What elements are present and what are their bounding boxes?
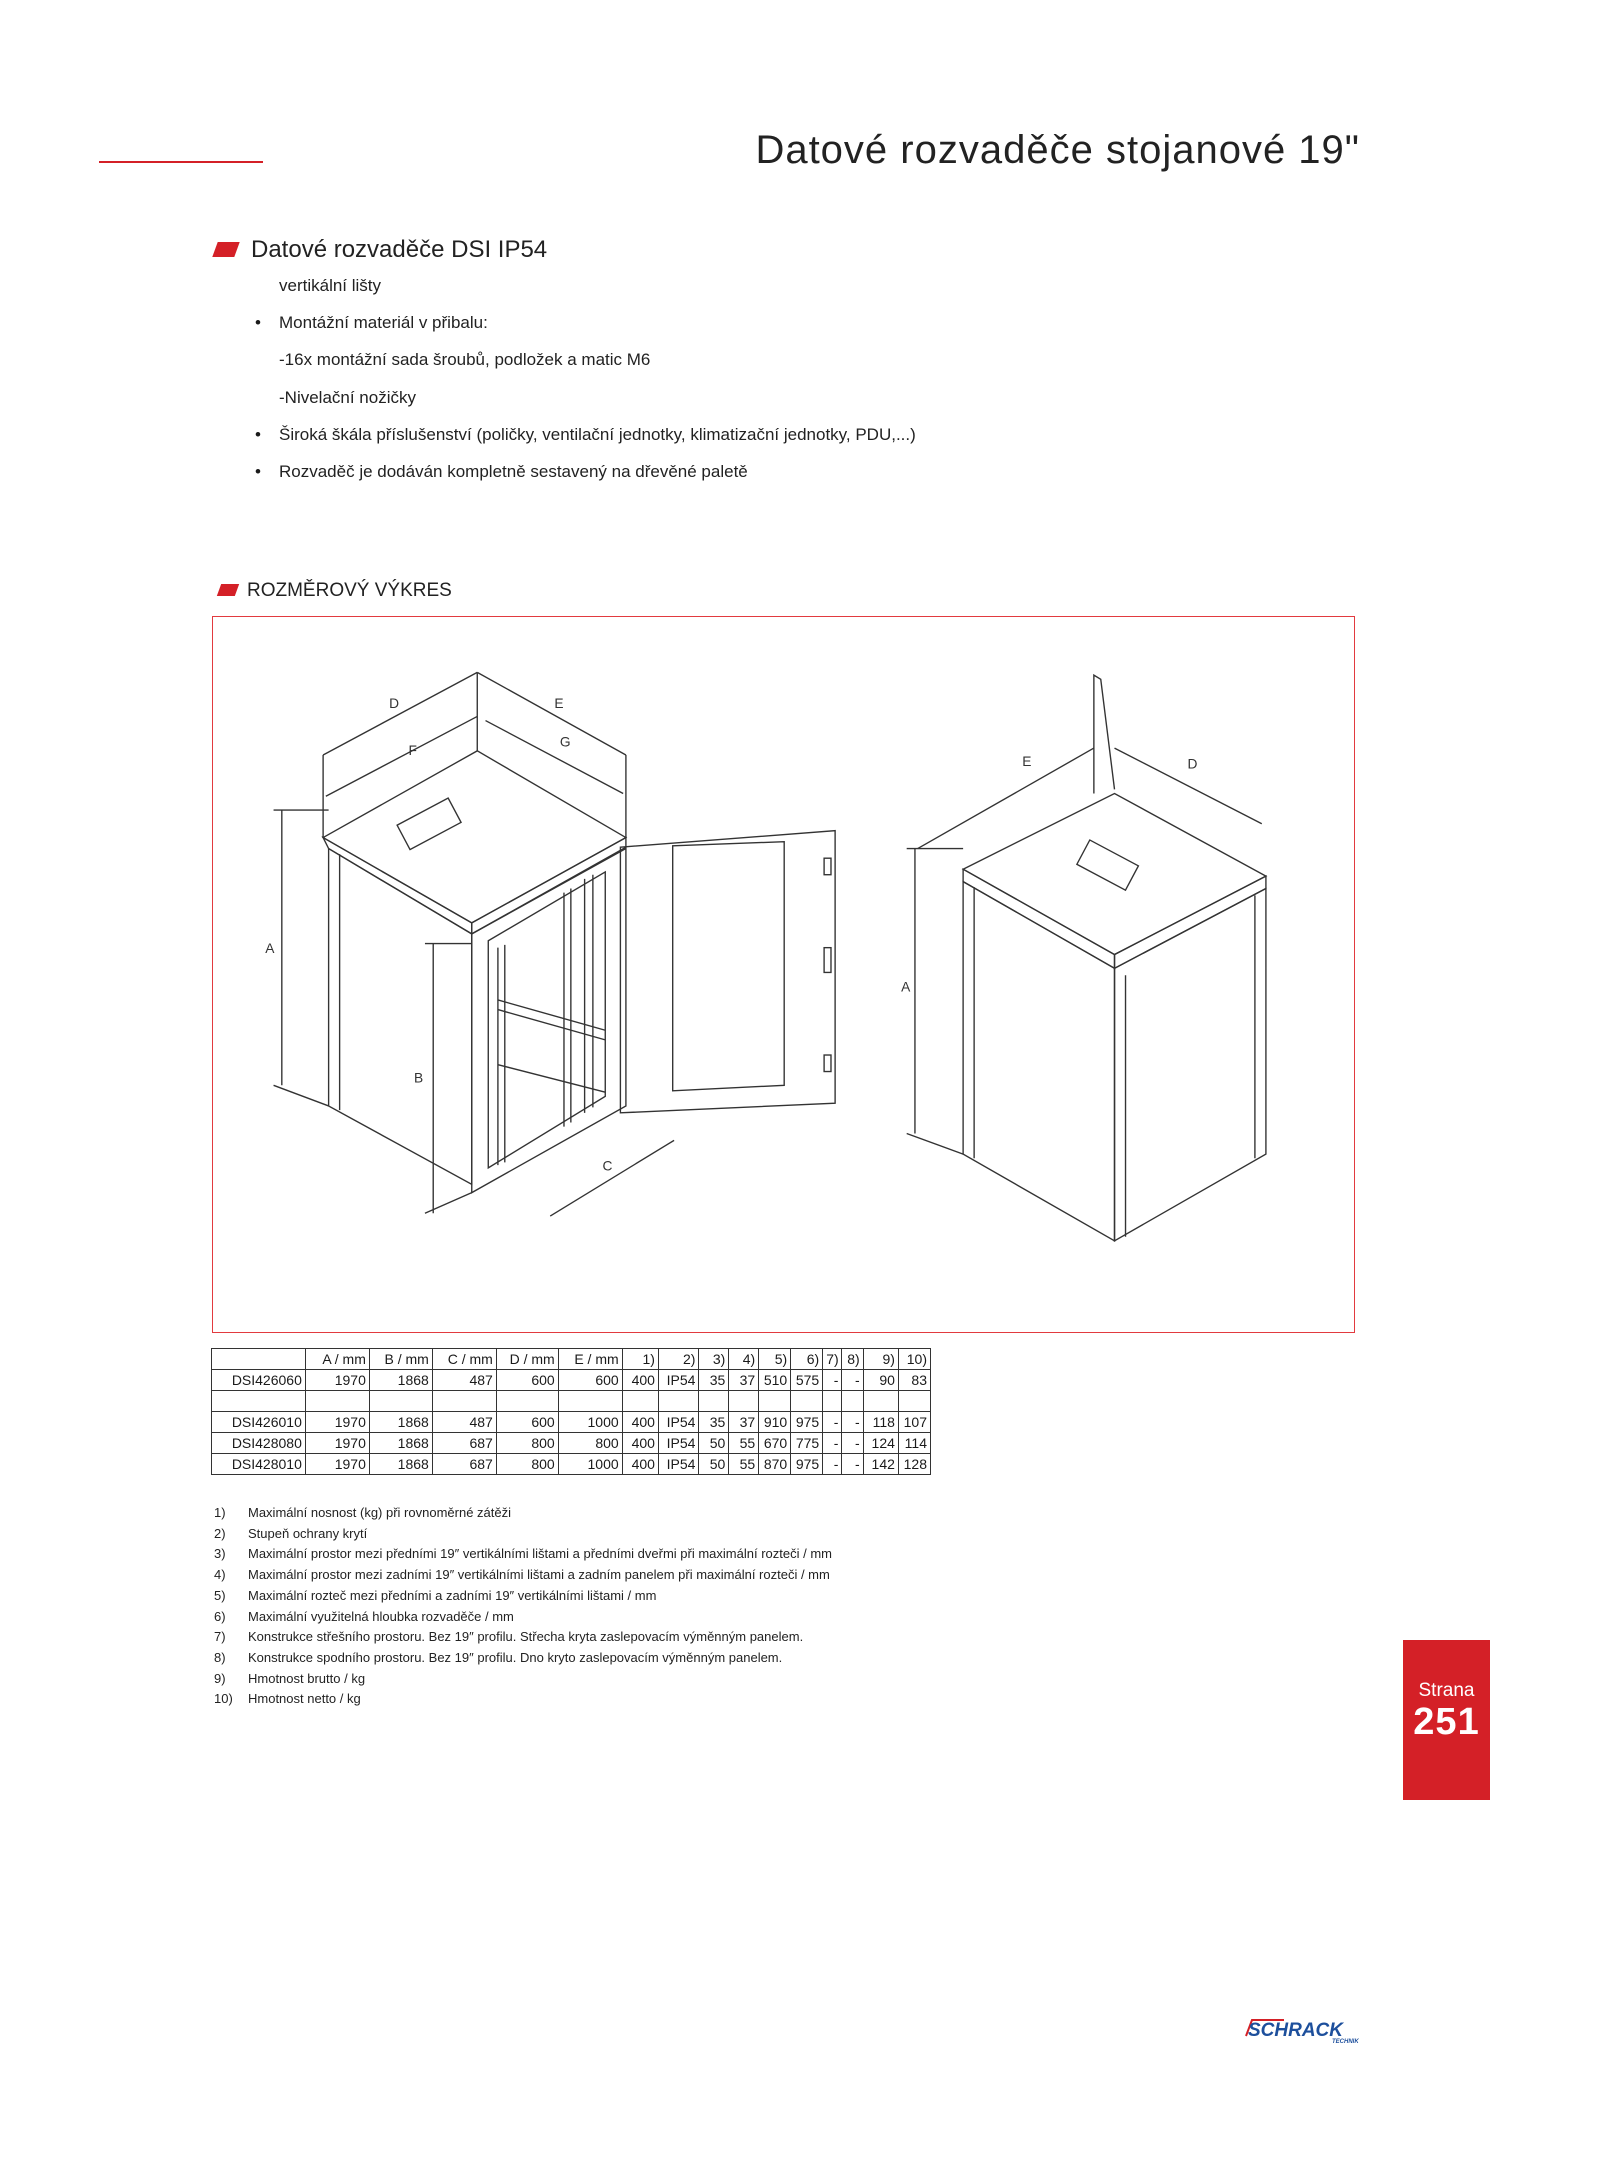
page-label: Strana [1418, 1680, 1475, 1701]
table-cell [791, 1391, 823, 1412]
closed-cabinet-illustration [907, 675, 1266, 1241]
table-cell: 37 [729, 1370, 759, 1391]
footnote-text: Hmotnost netto / kg [248, 1691, 361, 1707]
bullet-icon: • [255, 313, 261, 333]
table-cell: - [823, 1412, 842, 1433]
page-badge [1403, 1640, 1490, 1800]
table-cell: 1970 [305, 1454, 369, 1475]
table-cell: DSI426060 [212, 1370, 306, 1391]
footnote-number: 5) [214, 1587, 226, 1603]
bullet-icon: • [255, 424, 261, 444]
table-cell: 400 [622, 1412, 658, 1433]
dim-label-e-right: E [1022, 753, 1032, 769]
table-cell: 1970 [305, 1370, 369, 1391]
table-cell: 775 [791, 1433, 823, 1454]
footnote [214, 1505, 511, 1520]
section-title: Datové rozvaděče DSI IP54 [251, 236, 548, 263]
table-cell: 90 [863, 1370, 898, 1391]
footnote-number: 4) [214, 1567, 226, 1583]
table-header-row [212, 1349, 931, 1370]
table-cell: 910 [759, 1412, 791, 1433]
table-cell [496, 1391, 558, 1412]
table-cell [212, 1391, 306, 1412]
table-cell: 1868 [369, 1370, 432, 1391]
spec-table [211, 1348, 931, 1475]
svg-text:TECHNIK: TECHNIK [1332, 2039, 1359, 2045]
table-cell: 114 [898, 1433, 930, 1454]
table-cell: 2) [658, 1349, 699, 1370]
table-cell: 1) [622, 1349, 658, 1370]
footnote-number: 7) [214, 1629, 226, 1645]
footnote-text: Maximální využitelná hloubka rozvaděče / mm [248, 1608, 514, 1624]
table-cell: 55 [729, 1433, 759, 1454]
table-cell: 10) [898, 1349, 930, 1370]
footnote [214, 1671, 365, 1686]
table-cell: 487 [432, 1412, 496, 1433]
table-cell: 35 [699, 1412, 729, 1433]
table-cell: - [842, 1370, 863, 1391]
feature-line: -16x montážní sada šroubů, podložek a matic M6 [279, 350, 651, 370]
schrack-logo [1238, 2012, 1366, 2046]
svg-text:SCHRACK: SCHRACK [1248, 2020, 1343, 2041]
table-cell: 3) [699, 1349, 729, 1370]
table-cell [842, 1391, 863, 1412]
dim-label-d-right: D [1187, 756, 1198, 772]
table-cell: 400 [622, 1370, 658, 1391]
table-cell: 8) [842, 1349, 863, 1370]
page-number: 251 [1413, 1701, 1480, 1743]
table-cell: 800 [496, 1454, 558, 1475]
dim-label-a-right: A [901, 979, 911, 995]
drawing-marker-icon [217, 584, 239, 596]
footnote-text: Stupeň ochrany krytí [248, 1525, 368, 1541]
table-cell: A / mm [305, 1349, 369, 1370]
table-cell: 118 [863, 1412, 898, 1433]
table-cell: 600 [496, 1370, 558, 1391]
table-cell: 1970 [305, 1412, 369, 1433]
footnote-number: 2) [214, 1525, 226, 1541]
table-cell: IP54 [658, 1370, 699, 1391]
table-cell: 487 [432, 1370, 496, 1391]
bullet-icon: • [255, 462, 261, 481]
table-cell: 1868 [369, 1454, 432, 1475]
table-cell: B / mm [369, 1349, 432, 1370]
table-cell: 50 [699, 1433, 729, 1454]
open-cabinet-illustration [274, 672, 836, 1216]
feature-line: vertikální lišty [279, 276, 382, 295]
footnote [214, 1629, 803, 1644]
feature-line: Rozvaděč je dodáván kompletně sestavený na dřevěné paletě [279, 462, 748, 481]
table-cell: 975 [791, 1412, 823, 1433]
feature-line: Montážní materiál v přibalu: [279, 313, 488, 333]
table-cell [699, 1391, 729, 1412]
table-cell [305, 1391, 369, 1412]
table-cell: 35 [699, 1370, 729, 1391]
table-cell: DSI428010 [212, 1454, 306, 1475]
table-cell: - [842, 1412, 863, 1433]
footnote [214, 1650, 782, 1665]
table-cell: 107 [898, 1412, 930, 1433]
dim-label-a: A [265, 941, 275, 957]
table-row [212, 1412, 931, 1433]
footnote-number: 9) [214, 1670, 226, 1686]
table-cell: 800 [496, 1433, 558, 1454]
table-cell [369, 1391, 432, 1412]
table-cell: - [823, 1433, 842, 1454]
footnote-number: 6) [214, 1608, 226, 1624]
footnote [214, 1526, 367, 1541]
table-cell: D / mm [496, 1349, 558, 1370]
table-cell [558, 1391, 622, 1412]
drawing-title: ROZMĚROVÝ VÝKRES [247, 580, 452, 601]
table-cell: DSI426010 [212, 1412, 306, 1433]
dim-label-e: E [554, 696, 564, 712]
table-cell: 5) [759, 1349, 791, 1370]
footnote-number: 10) [214, 1691, 233, 1707]
dim-label-d: D [389, 696, 400, 712]
table-cell: 575 [791, 1370, 823, 1391]
table-cell: 142 [863, 1454, 898, 1475]
table-cell: 670 [759, 1433, 791, 1454]
table-cell: - [842, 1454, 863, 1475]
table-cell [432, 1391, 496, 1412]
footnote [214, 1567, 830, 1582]
table-cell: E / mm [558, 1349, 622, 1370]
table-cell: IP54 [658, 1454, 699, 1475]
table-cell: 1000 [558, 1454, 622, 1475]
footnote-number: 8) [214, 1649, 226, 1665]
table-cell: 687 [432, 1454, 496, 1475]
feature-line: Široká škála příslušenství (poličky, ventilační jednotky, klimatizační jednotky, PDU,...) [279, 424, 916, 444]
table-cell: 1000 [558, 1412, 622, 1433]
table-cell: - [842, 1433, 863, 1454]
footnote [214, 1588, 656, 1603]
table-row [212, 1454, 931, 1475]
table-cell: 400 [622, 1433, 658, 1454]
header-rule [99, 161, 263, 163]
table-cell: 50 [699, 1454, 729, 1475]
table-cell: IP54 [658, 1433, 699, 1454]
footnote [214, 1609, 514, 1624]
table-cell [212, 1349, 306, 1370]
dim-label-c: C [602, 1158, 613, 1174]
table-cell: 128 [898, 1454, 930, 1475]
table-cell: 400 [622, 1454, 658, 1475]
table-cell: 600 [496, 1412, 558, 1433]
table-cell [863, 1391, 898, 1412]
table-row [212, 1433, 931, 1454]
table-row [212, 1391, 931, 1412]
table-cell [658, 1391, 699, 1412]
footnote [214, 1691, 361, 1706]
footnote-number: 3) [214, 1546, 226, 1562]
table-cell: 4) [729, 1349, 759, 1370]
table-cell: 6) [791, 1349, 823, 1370]
footnote-text: Maximální prostor mezi zadními 19″ vertikálními lištami a zadním panelem při maximální rozteči / mm [248, 1567, 830, 1583]
table-row [212, 1370, 931, 1391]
table-cell: 1868 [369, 1433, 432, 1454]
table-cell: - [823, 1454, 842, 1475]
table-cell: 870 [759, 1454, 791, 1475]
table-cell: 124 [863, 1433, 898, 1454]
table-cell: DSI428080 [212, 1433, 306, 1454]
dim-label-b: B [413, 1070, 424, 1086]
table-cell: 9) [863, 1349, 898, 1370]
footnote-text: Maximální nosnost (kg) při rovnoměrné zátěži [248, 1505, 511, 1520]
table-cell: - [823, 1370, 842, 1391]
section-marker-icon [212, 242, 239, 257]
footnote-text: Konstrukce střešního prostoru. Bez 19″ profilu. Střecha kryta zaslepovacím výměnným panelem. [248, 1629, 804, 1645]
table-cell: C / mm [432, 1349, 496, 1370]
table-cell: 37 [729, 1412, 759, 1433]
table-cell: 83 [898, 1370, 930, 1391]
dim-label-g: G [559, 734, 571, 750]
footnote-text: Konstrukce spodního prostoru. Bez 19″ profilu. Dno kryto zaslepovacím výměnným panelem. [248, 1649, 783, 1665]
footnote-text: Maximální rozteč mezi předními a zadními 19″ vertikálními lištami / mm [248, 1587, 657, 1603]
table-cell: 7) [823, 1349, 842, 1370]
table-cell [823, 1391, 842, 1412]
feature-line: -Nivelační nožičky [279, 387, 416, 407]
footnote-text: Hmotnost brutto / kg [248, 1670, 366, 1686]
footnote-number: 1) [214, 1505, 226, 1520]
dim-label-f: F [408, 742, 417, 758]
table-cell [622, 1391, 658, 1412]
table-cell: 510 [759, 1370, 791, 1391]
table-cell [729, 1391, 759, 1412]
table-cell: 600 [558, 1370, 622, 1391]
cabinet-drawing [213, 617, 1354, 1332]
dimension-drawing [212, 616, 1355, 1333]
page-title: Datové rozvaděče stojanové 19" [755, 128, 1360, 172]
table-cell: 975 [791, 1454, 823, 1475]
footnote-text: Maximální prostor mezi předními 19″ vertikálními lištami a předními dveřmi při maximální rozteči / mm [248, 1546, 832, 1562]
table-cell: 1868 [369, 1412, 432, 1433]
table-cell: 55 [729, 1454, 759, 1475]
table-cell: 1970 [305, 1433, 369, 1454]
table-cell [898, 1391, 930, 1412]
table-cell: 800 [558, 1433, 622, 1454]
table-cell [759, 1391, 791, 1412]
footnote [214, 1546, 832, 1561]
table-cell: 687 [432, 1433, 496, 1454]
table-cell: IP54 [658, 1412, 699, 1433]
